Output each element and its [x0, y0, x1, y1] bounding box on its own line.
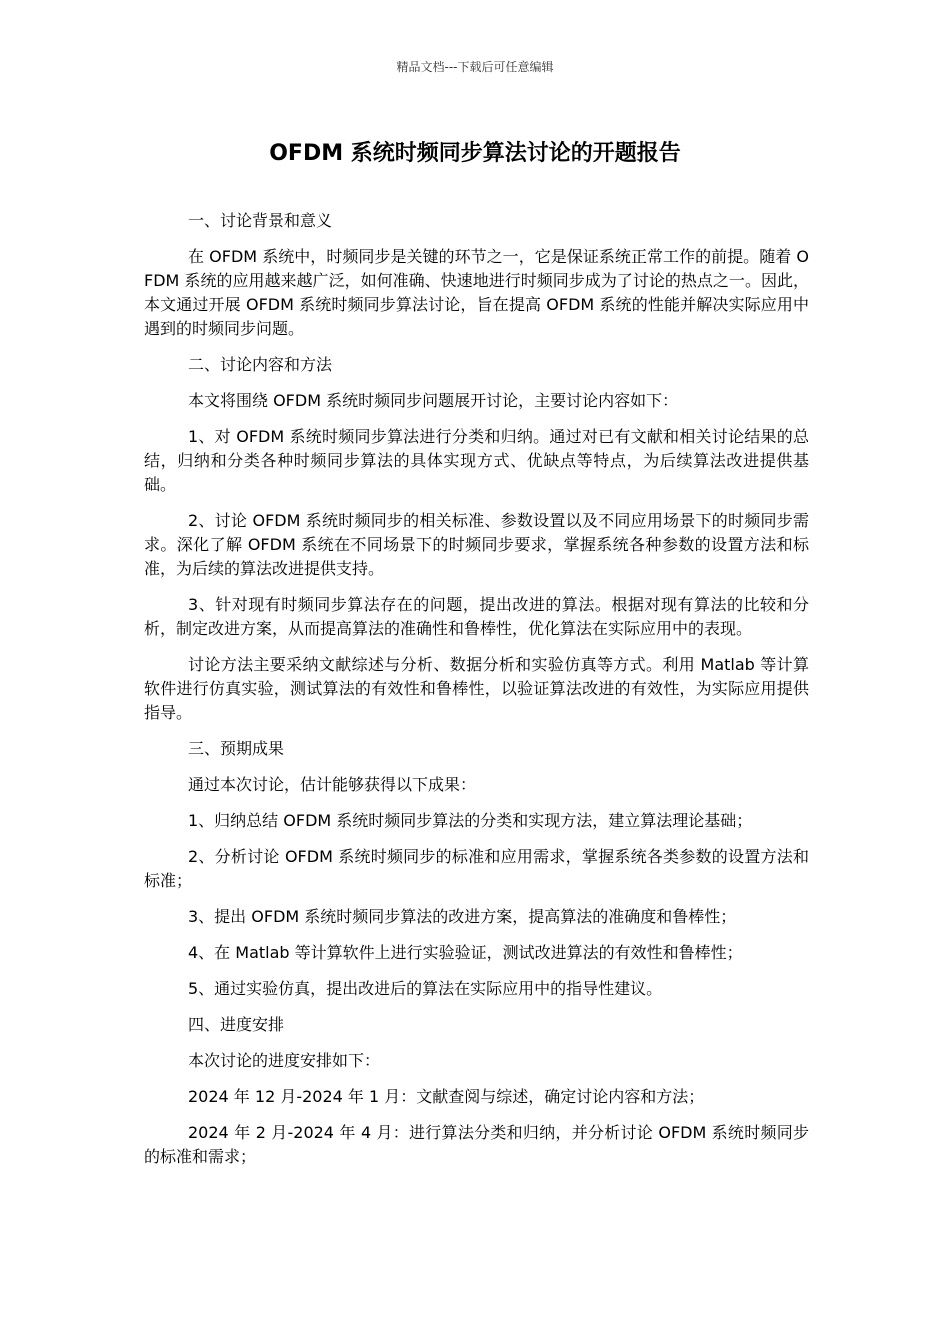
paragraph-schedule-item-1: 2024 年 12 月-2024 年 1 月：文献查阅与综述，确定讨论内容和方法；: [188, 1087, 705, 1106]
paragraph-result-item-4: 4、在 Matlab 等计算软件上进行实验验证，测试改进算法的有效性和鲁棒性；: [188, 943, 743, 962]
paragraph-result-item-1: 1、归纳总结 OFDM 系统时频同步算法的分类和实现方法，建立算法理论基础；: [188, 811, 753, 830]
paragraph-result-item-3: 3、提出 OFDM 系统时频同步算法的改进方案，提高算法的准确度和鲁棒性；: [188, 907, 737, 926]
paragraph-background: 在 OFDM 系统中，时频同步是关键的环节之一，它是保证系统正常工作的前提。随着 OFDM 系统的应用越来越广泛，如何准确、快速地进行时频同步成为了讨论的热点之一。因此，本文通过开展 OFDM 系统时频同步算法讨论，旨在提高 OFDM 系统的性能并解决实际应用中遇到的时频同步问题。: [144, 247, 809, 338]
paragraph-schedule-intro: 本次讨论的进度安排如下：: [188, 1051, 381, 1070]
paragraph-schedule-item-2: 2024 年 2 月-2024 年 4 月：进行算法分类和归纳，并分析讨论 OFDM 系统时频同步的标准和需求；: [144, 1123, 809, 1166]
header-note: 精品文档---下载后可任意编辑: [396, 60, 554, 74]
section-heading-schedule: 四、进度安排: [188, 1015, 285, 1034]
paragraph-content-item-3: 3、针对现有时频同步算法存在的问题，提出改进的算法。根据对现有算法的比较和分析，制定改进方案，从而提高算法的准确性和鲁棒性，优化算法在实际应用中的表现。: [144, 595, 809, 638]
paragraph-content-intro: 本文将围绕 OFDM 系统时频同步问题展开讨论，主要讨论内容如下：: [188, 391, 679, 410]
section-heading-expected-results: 三、预期成果: [188, 739, 285, 758]
paragraph-content-item-2: 2、讨论 OFDM 系统时频同步的相关标准、参数设置以及不同应用场景下的时频同步需求。深化了解 OFDM 系统在不同场景下的时频同步要求，掌握系统各种参数的设置方法和标准，为后续的算法改进提供支持。: [144, 511, 809, 578]
paragraph-results-intro: 通过本次讨论，估计能够获得以下成果：: [188, 775, 477, 794]
paragraph-content-item-1: 1、对 OFDM 系统时频同步算法进行分类和归纳。通过对已有文献和相关讨论结果的总结，归纳和分类各种时频同步算法的具体实现方式、优缺点等特点，为后续算法改进提供基础。: [144, 427, 809, 494]
paragraph-methods: 讨论方法主要采纳文献综述与分析、数据分析和实验仿真等方式。利用 Matlab 等计算软件进行仿真实验，测试算法的有效性和鲁棒性，以验证算法改进的有效性，为实际应用提供指导。: [144, 655, 809, 722]
paragraph-result-item-5: 5、通过实验仿真，提出改进后的算法在实际应用中的指导性建议。: [188, 979, 663, 998]
document-title: OFDM 系统时频同步算法讨论的开题报告: [269, 141, 681, 166]
section-heading-background: 一、讨论背景和意义: [188, 211, 333, 230]
document-body: [144, 209, 809, 1181]
paragraph-result-item-2: 2、分析讨论 OFDM 系统时频同步的标准和应用需求，掌握系统各类参数的设置方法和标准；: [144, 847, 809, 890]
section-heading-content-methods: 二、讨论内容和方法: [188, 355, 333, 374]
